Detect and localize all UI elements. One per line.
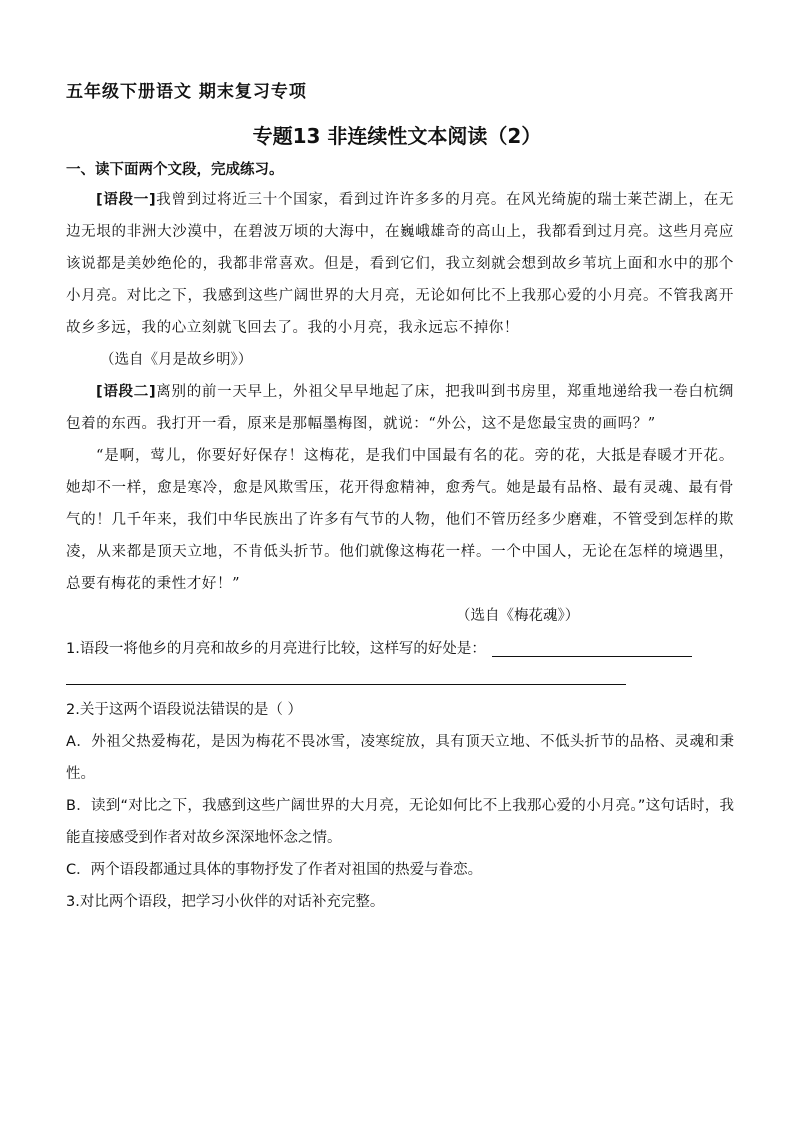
document-title: 专题13 非连续性文本阅读（2）: [252, 124, 542, 148]
question-three: 3.对比两个语段，把学习小伙伴的对话补充完整。: [66, 894, 385, 910]
section-heading: 一、读下面两个文段，完成练习。: [66, 162, 284, 178]
passage-two: [66, 376, 734, 440]
passage-two-label: [语段二]: [96, 384, 157, 400]
document-header: 五年级下册语文 期末复习专项: [66, 82, 307, 102]
question-one-text: 1.语段一将他乡的月亮和故乡的月亮进行比较，这样写的好处是：: [66, 641, 486, 657]
answer-blank-one[interactable]: [492, 638, 692, 657]
passage-one: [66, 184, 734, 344]
question-two: 2.关于这两个语段说法错误的是（ ）: [66, 702, 302, 718]
passage-two-text: 离别的前一天早上，外祖父早早地起了床，把我叫到书房里，郑重地递给我一卷白杭绸包着的东西。我打开一看，原来是那幅墨梅图，就说：“外公，这不是您最宝贵的画吗？”: [66, 384, 734, 432]
option-a: A．外祖父热爱梅花，是因为梅花不畏冰雪，凌寒绽放，具有顶天立地、不低头折节的品格、灵魂和秉性。: [66, 734, 734, 782]
passage-one-text: 我曾到过将近三十个国家，看到过许许多多的月亮。在风光绮旎的瑞士莱芒湖上，在无边无垠的非洲大沙漠中，在碧波万顷的大海中，在巍峨雄奇的高山上，我都看到过月亮。这些月亮应该说都是美妙绝伦的，我都非常喜欢。但是，看到它们，我立刻就会想到故乡苇坑上面和水中的那个小月亮。对比之下，我感到这些广阔世界的大月亮，无论如何比不上我那心爱的小月亮。不管我离开故乡多远，我的心立刻就飞回去了。我的小月亮，我永远忘不掉你！: [66, 192, 734, 336]
passage-one-label: [语段一]: [96, 192, 157, 208]
passage-two-dialogue: “是啊，莺儿，你要好好保存！这梅花，是我们中国最有名的花。旁的花，大抵是春暖才开花。她却不一样，愈是寒冷，愈是风欺雪压，花开得愈精神，愈秀气。她是最有品格、最有灵魂、最有骨气的！几千年来，我们中华民族出了许多有气节的人物，他们不管历经多少磨难，不管受到怎样的欺凌，从来都是顶天立地，不肯低头折节。他们就像这梅花一样。一个中国人，无论在怎样的境遇里，总要有梅花的秉性才好！”: [66, 448, 734, 592]
passage-two-source: （选自《梅花魂》）: [456, 608, 580, 624]
option-b: B．读到“对比之下，我感到这些广阔世界的大月亮，无论如何比不上我那心爱的小月亮。”这句话时，我能直接感受到作者对故乡深深地怀念之情。: [66, 798, 734, 846]
answer-blank-two[interactable]: [66, 684, 626, 685]
passage-one-source: （选自《月是故乡明》）: [100, 352, 253, 368]
question-one: [66, 633, 734, 665]
option-c: C．两个语段都通过具体的事物抒发了作者对祖国的热爱与眷恋。: [66, 862, 483, 878]
